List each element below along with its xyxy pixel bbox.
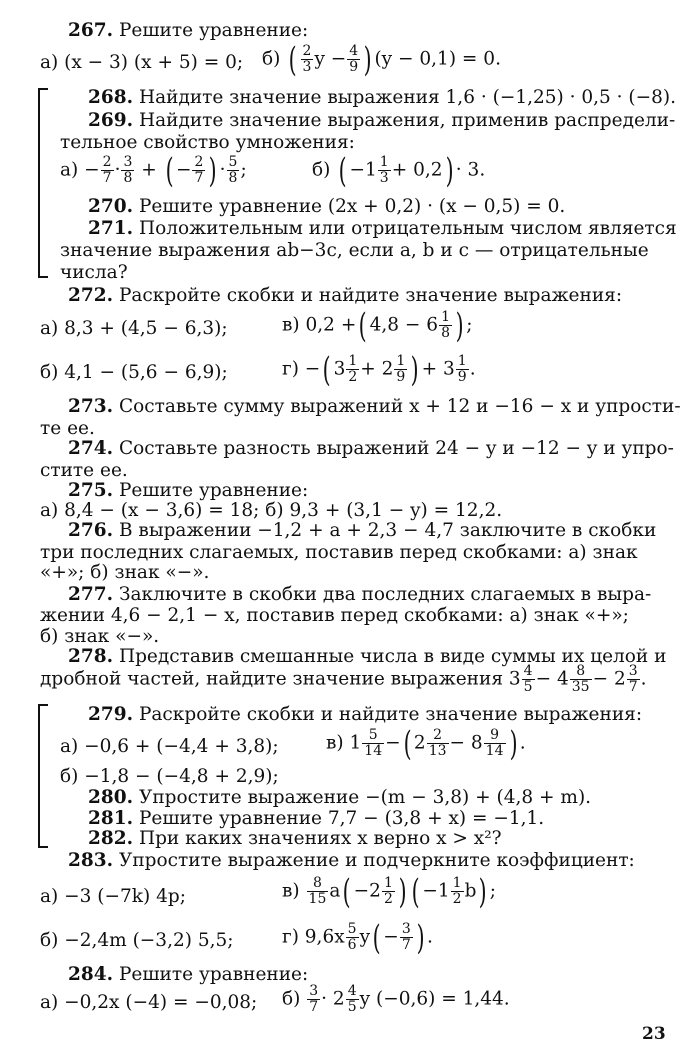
problem-272-g: г) −( 3 $\frac{1}{2}$ + 2 $\frac{1}{9}$ ) + 3 $\frac{1}{9}$ .	[282, 349, 476, 390]
problem-268: 268. Найдите значение выражения 1,6 · (−1,25) · 0,5 · (−8).	[88, 87, 677, 108]
problem-276-line2: три последних слагаемых, поставив перед скобками: а) знак	[40, 542, 638, 563]
problem-283-title: 283. Упростите выражение и подчеркните коэффициент:	[68, 850, 635, 871]
problem-279-a: а) −0,6 + (−4,4 + 3,8);	[60, 736, 279, 757]
page-number: 23	[642, 1024, 666, 1044]
problem-279-v: в) 1 $\frac{5}{14}$ −( 2 $\frac{2}{13}$ − 8 $\frac{9}{14}$ ) .	[326, 723, 526, 764]
problem-272-title: 272. Раскройте скобки и найдите значение выражения:	[68, 285, 623, 306]
problem-271-line1: 271. Положительным или отрицательным числом является	[88, 218, 677, 239]
problem-284-title: 284. Решите уравнение:	[68, 964, 309, 985]
problem-277-line3: б) знак «−».	[40, 626, 160, 647]
problem-283-g: г) 9,6x $\frac{5}{6}$ y( − $\frac{3}{7}$ ) .	[282, 917, 433, 958]
problem-271-line3: числа?	[60, 262, 128, 283]
problem-271-line2: значение выражения ab−3c, если a, b и c — отрицательные	[60, 240, 649, 261]
problem-267-title: 267. Решите уравнение:	[68, 20, 309, 41]
problem-269-line2: тельное свойство умножения:	[60, 132, 355, 153]
problem-276-line3: «+»; б) знак «−».	[40, 562, 210, 583]
problem-272-b: б) 4,1 − (5,6 − 6,9);	[40, 362, 228, 383]
problem-267-a: а) (x − 3) (x + 5) = 0;	[40, 52, 244, 73]
problem-280: 280. Упростите выражение −(m − 3,8) + (4,8 + m).	[88, 787, 592, 808]
problem-277-line1: 277. Заключите в скобки два последних слагаемых в выра-	[68, 584, 652, 605]
problem-274-line2: стите ее.	[40, 460, 128, 481]
group-bracket-279-282	[38, 704, 48, 848]
problem-276-line1: 276. В выражении −1,2 + a + 2,3 − 4,7 заключите в скобки	[68, 520, 657, 541]
problem-277-line2: жении 4,6 − 2,1 − x, поставив перед скобками: а) знак «+»;	[40, 605, 629, 626]
problem-283-v: в) $\frac{8}{15}$ a( −2 $\frac{1}{2}$ ) ( −1 $\frac{1}{2}$ b) ;	[282, 871, 496, 912]
problem-281: 281. Решите уравнение 7,7 − (3,8 + x) = −1,1.	[88, 808, 545, 829]
problem-278-line2: дробной частей, найдите значение выражения 3 $\frac{4}{5}$ − 4 $\frac{8}{35}$ − 2 $\frac{3}{7}$ .	[40, 663, 647, 695]
group-bracket-268-271	[38, 88, 48, 278]
problem-273-line1: 273. Составьте сумму выражений x + 12 и −16 − x и упрости-	[68, 396, 681, 417]
problem-279-title: 279. Раскройте скобки и найдите значение выражения:	[88, 704, 643, 725]
problem-272-a: а) 8,3 + (4,5 − 6,3);	[40, 318, 228, 339]
problem-269-b: б) ( −1 $\frac{1}{3}$ + 0,2) · 3.	[312, 150, 486, 191]
problem-274-line1: 274. Составьте разность выражений 24 − y и −12 − y и упро-	[68, 438, 674, 459]
problem-283-b: б) −2,4m (−3,2) 5,5;	[40, 930, 234, 951]
problem-284-a: а) −0,2x (−4) = −0,08;	[40, 992, 258, 1013]
problem-270: 270. Решите уравнение (2x + 0,2) · (x − 0,5) = 0.	[88, 196, 566, 217]
problem-267-b: б) ( $\frac{2}{3}$ y − $\frac{4}{9}$ ) (y − 0,1) = 0.	[262, 39, 501, 80]
problem-282: 282. При каких значениях x верно x > x²?	[88, 828, 502, 849]
problem-273-line2: те ее.	[40, 418, 95, 439]
problem-284-b: б) $\frac{3}{7}$ · 2 $\frac{4}{5}$ y (−0,6) = 1,44.	[282, 983, 510, 1015]
problem-275-ab: а) 8,4 − (x − 3,6) = 18; б) 9,3 + (3,1 − y) = 12,2.	[40, 500, 503, 521]
problem-283-a: а) −3 (−7k) 4p;	[40, 886, 186, 907]
problem-275-title: 275. Решите уравнение:	[68, 480, 309, 501]
problem-269-a: а) − $\frac{2}{7}$ · $\frac{3}{8}$ + ( − $\frac{2}{7}$ ) · $\frac{5}{8}$ ;	[60, 150, 247, 191]
problem-279-b: б) −1,8 − (−4,8 + 2,9);	[60, 766, 279, 787]
problem-269-line1: 269. Найдите значение выражения, применив распредели-	[88, 110, 676, 131]
problem-272-v: в) 0,2 +( 4,8 − 6 $\frac{1}{8}$ ) ;	[282, 305, 473, 346]
problem-278-line1: 278. Представив смешанные числа в виде суммы их целой и	[68, 646, 667, 667]
